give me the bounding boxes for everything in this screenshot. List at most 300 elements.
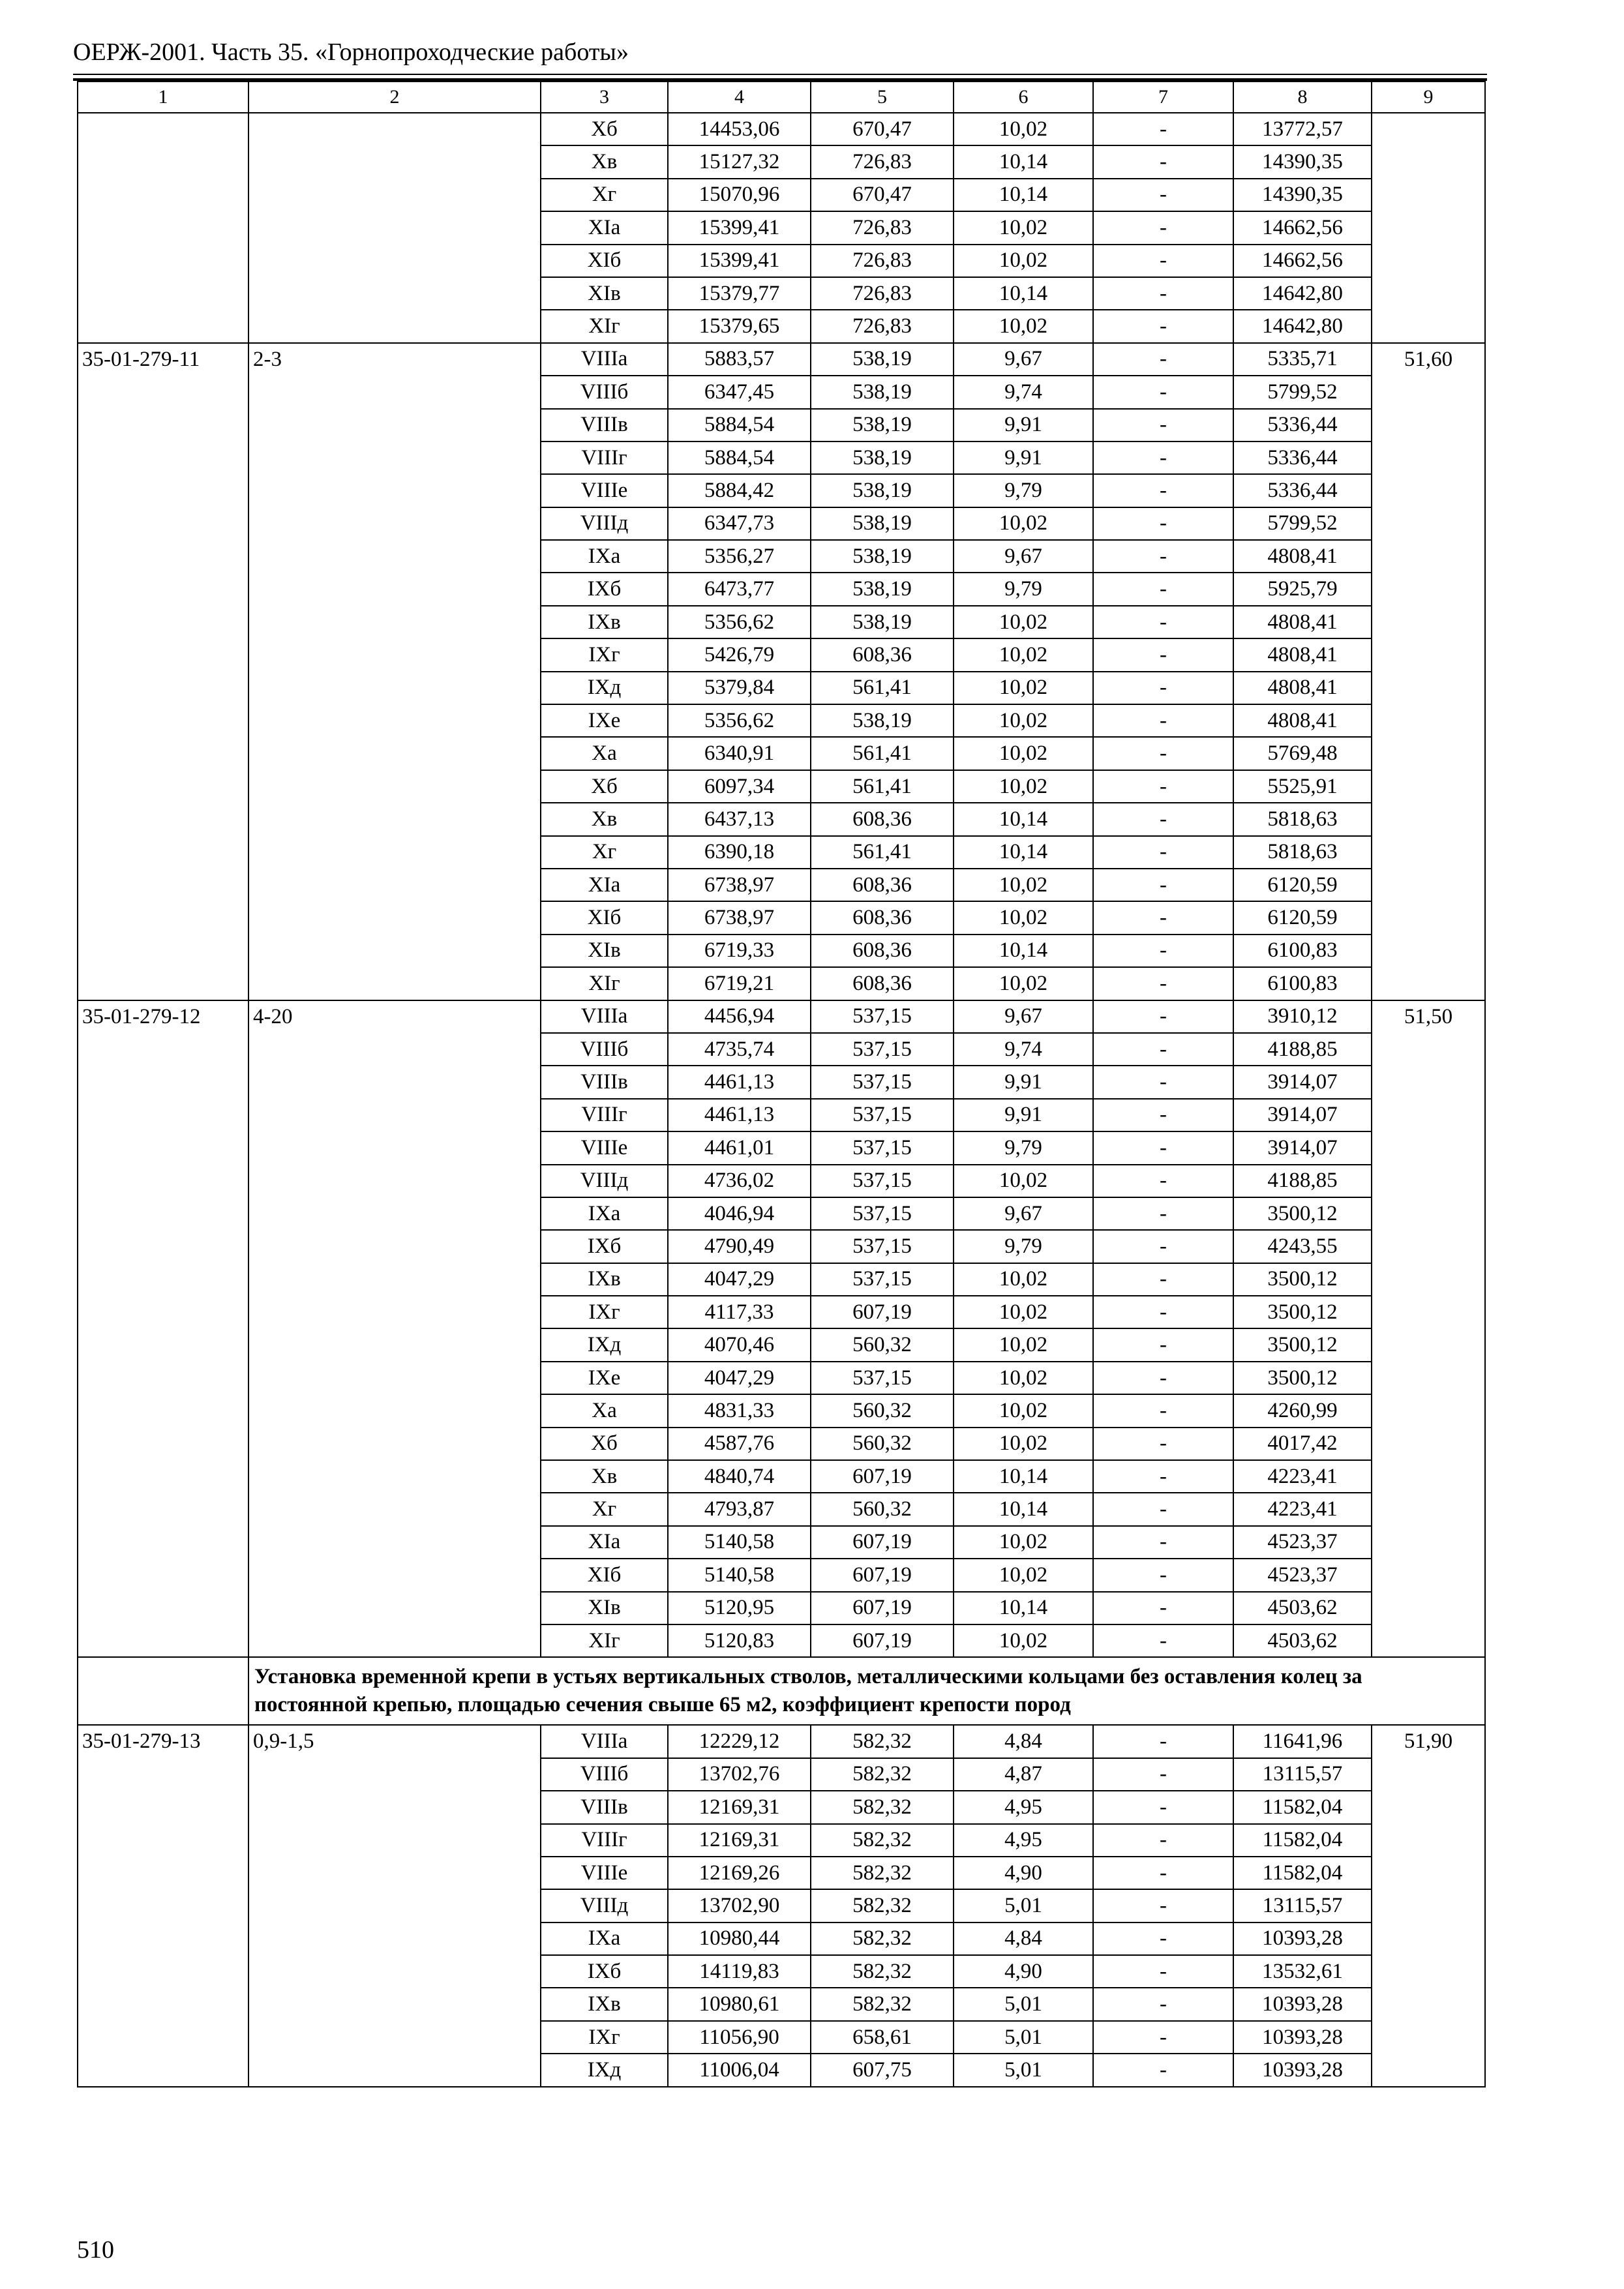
materials-cell: 4223,41: [1233, 1493, 1372, 1525]
total-cost-cell: 5426,79: [668, 638, 811, 671]
total-cost-cell: 6738,97: [668, 901, 811, 934]
support-type-cell: IХв: [541, 1988, 668, 2020]
total-cost-cell: 5140,58: [668, 1526, 811, 1559]
total-cost-cell: 4735,74: [668, 1033, 811, 1066]
materials-cell: 11582,04: [1233, 1824, 1372, 1857]
wages-cell: 560,32: [811, 1328, 954, 1361]
wages-cell: 582,32: [811, 1922, 954, 1955]
support-type-cell: VIIIб: [541, 1758, 668, 1791]
total-cost-cell: 4793,87: [668, 1493, 811, 1525]
support-type-cell: Хб: [541, 113, 668, 145]
drivers-wages-cell: -: [1093, 1955, 1233, 1988]
wages-cell: 582,32: [811, 1758, 954, 1791]
total-cost-cell: 4461,01: [668, 1131, 811, 1164]
table-row: [78, 1000, 1485, 1033]
wages-cell: 561,41: [811, 672, 954, 704]
materials-cell: 6120,59: [1233, 869, 1372, 901]
materials-cell: 3500,12: [1233, 1328, 1372, 1361]
support-type-cell: Хг: [541, 1493, 668, 1525]
wages-cell: 538,19: [811, 474, 954, 507]
drivers-wages-cell: -: [1093, 409, 1233, 441]
materials-cell: 14642,80: [1233, 310, 1372, 342]
wages-cell: 608,36: [811, 638, 954, 671]
drivers-wages-cell: -: [1093, 1889, 1233, 1922]
support-type-cell: ХIв: [541, 935, 668, 967]
support-type-cell: ХIб: [541, 1559, 668, 1591]
materials-cell: 5336,44: [1233, 409, 1372, 441]
rate-code-cell: 35-01-279-11: [78, 343, 248, 1000]
drivers-wages-cell: -: [1093, 1460, 1233, 1493]
support-type-cell: ХIг: [541, 967, 668, 1000]
machines-cell: 4,84: [954, 1922, 1093, 1955]
wages-cell: 537,15: [811, 1197, 954, 1230]
materials-cell: 3500,12: [1233, 1197, 1372, 1230]
drivers-wages-cell: -: [1093, 1066, 1233, 1098]
materials-cell: 3914,07: [1233, 1131, 1372, 1164]
column-number: 4: [668, 82, 811, 113]
total-cost-cell: 15379,65: [668, 310, 811, 342]
page-header: ОЕРЖ-2001. Часть 35. «Горнопроходческие работы»: [73, 38, 629, 66]
total-cost-cell: 6738,97: [668, 869, 811, 901]
materials-cell: 4243,55: [1233, 1230, 1372, 1263]
total-cost-cell: 6347,73: [668, 507, 811, 540]
machines-cell: 9,91: [954, 1066, 1093, 1098]
machines-cell: 9,74: [954, 1033, 1093, 1066]
labor-cost-cell: 51,60: [1372, 343, 1485, 1000]
total-cost-cell: 6437,13: [668, 803, 811, 835]
materials-cell: 3910,12: [1233, 1000, 1372, 1033]
wages-cell: 537,15: [811, 1066, 954, 1098]
support-type-cell: VIIIб: [541, 1033, 668, 1066]
drivers-wages-cell: -: [1093, 1758, 1233, 1791]
wages-cell: 560,32: [811, 1493, 954, 1525]
machines-cell: 9,91: [954, 409, 1093, 441]
wages-cell: 582,32: [811, 1791, 954, 1823]
total-cost-cell: 5356,27: [668, 540, 811, 573]
machines-cell: 10,02: [954, 1165, 1093, 1197]
wages-cell: 560,32: [811, 1394, 954, 1427]
drivers-wages-cell: -: [1093, 901, 1233, 934]
drivers-wages-cell: -: [1093, 1922, 1233, 1955]
rate-code-cell: [78, 113, 248, 343]
machines-cell: 9,79: [954, 1131, 1093, 1164]
support-type-cell: Хв: [541, 145, 668, 178]
total-cost-cell: 5120,95: [668, 1592, 811, 1624]
materials-cell: 4808,41: [1233, 672, 1372, 704]
wages-cell: 538,19: [811, 573, 954, 605]
total-cost-cell: 5884,42: [668, 474, 811, 507]
materials-cell: 4503,62: [1233, 1624, 1372, 1657]
machines-cell: 5,01: [954, 2021, 1093, 2054]
wages-cell: 538,19: [811, 507, 954, 540]
materials-cell: 3500,12: [1233, 1296, 1372, 1328]
support-type-cell: IХа: [541, 540, 668, 573]
total-cost-cell: 4831,33: [668, 1394, 811, 1427]
machines-cell: 9,79: [954, 1230, 1093, 1263]
rates-table: [77, 81, 1486, 2087]
machines-cell: 9,79: [954, 474, 1093, 507]
machines-cell: 4,95: [954, 1791, 1093, 1823]
support-type-cell: IХб: [541, 1955, 668, 1988]
machines-cell: 10,02: [954, 1559, 1093, 1591]
materials-cell: 4260,99: [1233, 1394, 1372, 1427]
header-rule-thin: [73, 74, 1487, 75]
drivers-wages-cell: -: [1093, 1725, 1233, 1758]
machines-cell: 10,02: [954, 310, 1093, 342]
materials-cell: 14662,56: [1233, 211, 1372, 244]
rock-hardness-cell: 4-20: [248, 1000, 541, 1658]
wages-cell: 726,83: [811, 310, 954, 342]
materials-cell: 5769,48: [1233, 737, 1372, 770]
machines-cell: 10,02: [954, 901, 1093, 934]
materials-cell: 5336,44: [1233, 441, 1372, 474]
total-cost-cell: 14119,83: [668, 1955, 811, 1988]
drivers-wages-cell: -: [1093, 1000, 1233, 1033]
wages-cell: 582,32: [811, 1824, 954, 1857]
section-spacer-cell: [78, 1657, 248, 1725]
total-cost-cell: 15399,41: [668, 211, 811, 244]
column-number: 9: [1372, 82, 1485, 113]
machines-cell: 10,02: [954, 1362, 1093, 1394]
support-type-cell: ХIв: [541, 277, 668, 310]
support-type-cell: IХе: [541, 1362, 668, 1394]
rock-hardness-cell: 0,9-1,5: [248, 1725, 541, 2086]
total-cost-cell: 6347,45: [668, 376, 811, 408]
drivers-wages-cell: -: [1093, 737, 1233, 770]
materials-cell: 14390,35: [1233, 145, 1372, 178]
wages-cell: 670,47: [811, 113, 954, 145]
wages-cell: 607,19: [811, 1526, 954, 1559]
support-type-cell: VIIIв: [541, 409, 668, 441]
drivers-wages-cell: -: [1093, 770, 1233, 803]
column-number: 2: [248, 82, 541, 113]
labor-cost-cell: 51,90: [1372, 1725, 1485, 2086]
drivers-wages-cell: -: [1093, 1857, 1233, 1889]
support-type-cell: ХIа: [541, 869, 668, 901]
machines-cell: 4,84: [954, 1725, 1093, 1758]
support-type-cell: Хг: [541, 179, 668, 211]
support-type-cell: Хб: [541, 770, 668, 803]
machines-cell: 9,67: [954, 1000, 1093, 1033]
machines-cell: 5,01: [954, 1988, 1093, 2020]
materials-cell: 4017,42: [1233, 1428, 1372, 1460]
drivers-wages-cell: -: [1093, 310, 1233, 342]
machines-cell: 10,02: [954, 1428, 1093, 1460]
drivers-wages-cell: -: [1093, 1263, 1233, 1296]
materials-cell: 3500,12: [1233, 1362, 1372, 1394]
drivers-wages-cell: -: [1093, 2054, 1233, 2086]
drivers-wages-cell: -: [1093, 1428, 1233, 1460]
materials-cell: 10393,28: [1233, 1922, 1372, 1955]
materials-cell: 5925,79: [1233, 573, 1372, 605]
materials-cell: 4503,62: [1233, 1592, 1372, 1624]
materials-cell: 10393,28: [1233, 2054, 1372, 2086]
support-type-cell: VIIIд: [541, 1165, 668, 1197]
support-type-cell: IХг: [541, 638, 668, 671]
support-type-cell: VIIIг: [541, 441, 668, 474]
total-cost-cell: 6097,34: [668, 770, 811, 803]
drivers-wages-cell: -: [1093, 1165, 1233, 1197]
total-cost-cell: 15399,41: [668, 245, 811, 277]
support-type-cell: IХг: [541, 1296, 668, 1328]
support-type-cell: IХг: [541, 2021, 668, 2054]
wages-cell: 538,19: [811, 409, 954, 441]
drivers-wages-cell: -: [1093, 179, 1233, 211]
total-cost-cell: 4070,46: [668, 1328, 811, 1361]
materials-cell: 4808,41: [1233, 638, 1372, 671]
support-type-cell: IХд: [541, 1328, 668, 1361]
drivers-wages-cell: -: [1093, 1394, 1233, 1427]
support-type-cell: VIIIд: [541, 1889, 668, 1922]
machines-cell: 10,14: [954, 277, 1093, 310]
drivers-wages-cell: -: [1093, 1131, 1233, 1164]
table-row: [78, 1725, 1485, 1758]
wages-cell: 582,32: [811, 1955, 954, 1988]
drivers-wages-cell: -: [1093, 1988, 1233, 2020]
column-number: 1: [78, 82, 248, 113]
wages-cell: 608,36: [811, 967, 954, 1000]
support-type-cell: VIIIв: [541, 1791, 668, 1823]
machines-cell: 10,02: [954, 1296, 1093, 1328]
drivers-wages-cell: -: [1093, 935, 1233, 967]
machines-cell: 10,02: [954, 507, 1093, 540]
drivers-wages-cell: -: [1093, 704, 1233, 737]
support-type-cell: ХIб: [541, 901, 668, 934]
drivers-wages-cell: -: [1093, 441, 1233, 474]
materials-cell: 10393,28: [1233, 1988, 1372, 2020]
materials-cell: 6120,59: [1233, 901, 1372, 934]
wages-cell: 726,83: [811, 145, 954, 178]
machines-cell: 10,02: [954, 1328, 1093, 1361]
machines-cell: 10,02: [954, 770, 1093, 803]
wages-cell: 608,36: [811, 901, 954, 934]
drivers-wages-cell: -: [1093, 1493, 1233, 1525]
support-type-cell: VIIIе: [541, 1857, 668, 1889]
machines-cell: 9,67: [954, 540, 1093, 573]
drivers-wages-cell: -: [1093, 507, 1233, 540]
drivers-wages-cell: -: [1093, 967, 1233, 1000]
machines-cell: 10,02: [954, 245, 1093, 277]
machines-cell: 4,95: [954, 1824, 1093, 1857]
rates-table-body: [78, 82, 1485, 2087]
wages-cell: 582,32: [811, 1725, 954, 1758]
total-cost-cell: 6473,77: [668, 573, 811, 605]
materials-cell: 5818,63: [1233, 803, 1372, 835]
total-cost-cell: 15127,32: [668, 145, 811, 178]
materials-cell: 4223,41: [1233, 1460, 1372, 1493]
support-type-cell: VIIIд: [541, 507, 668, 540]
wages-cell: 608,36: [811, 935, 954, 967]
rock-hardness-cell: [248, 113, 541, 343]
machines-cell: 10,02: [954, 211, 1093, 244]
machines-cell: 10,14: [954, 1592, 1093, 1624]
drivers-wages-cell: -: [1093, 211, 1233, 244]
wages-cell: 537,15: [811, 1263, 954, 1296]
total-cost-cell: 6719,21: [668, 967, 811, 1000]
drivers-wages-cell: -: [1093, 1230, 1233, 1263]
support-type-cell: Хв: [541, 803, 668, 835]
machines-cell: 5,01: [954, 1889, 1093, 1922]
drivers-wages-cell: -: [1093, 2021, 1233, 2054]
support-type-cell: VIIIе: [541, 474, 668, 507]
drivers-wages-cell: -: [1093, 1624, 1233, 1657]
machines-cell: 4,90: [954, 1955, 1093, 1988]
support-type-cell: ХIа: [541, 1526, 668, 1559]
wages-cell: 726,83: [811, 277, 954, 310]
rock-hardness-cell: 2-3: [248, 343, 541, 1000]
materials-cell: 5818,63: [1233, 836, 1372, 869]
total-cost-cell: 10980,44: [668, 1922, 811, 1955]
support-type-cell: VIIIе: [541, 1131, 668, 1164]
machines-cell: 4,90: [954, 1857, 1093, 1889]
support-type-cell: IХе: [541, 704, 668, 737]
materials-cell: 13532,61: [1233, 1955, 1372, 1988]
materials-cell: 11641,96: [1233, 1725, 1372, 1758]
machines-cell: 10,14: [954, 1493, 1093, 1525]
total-cost-cell: 12169,26: [668, 1857, 811, 1889]
support-type-cell: VIIIа: [541, 1000, 668, 1033]
total-cost-cell: 4456,94: [668, 1000, 811, 1033]
wages-cell: 607,19: [811, 1460, 954, 1493]
drivers-wages-cell: -: [1093, 573, 1233, 605]
drivers-wages-cell: -: [1093, 1791, 1233, 1823]
wages-cell: 582,32: [811, 1857, 954, 1889]
drivers-wages-cell: -: [1093, 672, 1233, 704]
total-cost-cell: 10980,61: [668, 1988, 811, 2020]
machines-cell: 10,14: [954, 1460, 1093, 1493]
support-type-cell: VIIIа: [541, 343, 668, 376]
total-cost-cell: 4047,29: [668, 1263, 811, 1296]
page-number: 510: [77, 2236, 114, 2264]
support-type-cell: ХIб: [541, 245, 668, 277]
machines-cell: 10,02: [954, 1624, 1093, 1657]
total-cost-cell: 15379,77: [668, 277, 811, 310]
support-type-cell: VIIIг: [541, 1099, 668, 1131]
materials-cell: 11582,04: [1233, 1791, 1372, 1823]
materials-cell: 5525,91: [1233, 770, 1372, 803]
wages-cell: 561,41: [811, 770, 954, 803]
materials-cell: 14662,56: [1233, 245, 1372, 277]
materials-cell: 5799,52: [1233, 376, 1372, 408]
total-cost-cell: 14453,06: [668, 113, 811, 145]
materials-cell: 14390,35: [1233, 179, 1372, 211]
wages-cell: 726,83: [811, 245, 954, 277]
column-number: 7: [1093, 82, 1233, 113]
support-type-cell: IХа: [541, 1922, 668, 1955]
machines-cell: 9,91: [954, 441, 1093, 474]
total-cost-cell: 11056,90: [668, 2021, 811, 2054]
materials-cell: 14642,80: [1233, 277, 1372, 310]
labor-cost-cell: 51,50: [1372, 1000, 1485, 1658]
support-type-cell: VIIIв: [541, 1066, 668, 1098]
machines-cell: 10,02: [954, 1526, 1093, 1559]
materials-cell: 3914,07: [1233, 1066, 1372, 1098]
materials-cell: 3500,12: [1233, 1263, 1372, 1296]
rate-code-cell: 35-01-279-12: [78, 1000, 248, 1658]
drivers-wages-cell: -: [1093, 474, 1233, 507]
machines-cell: 9,74: [954, 376, 1093, 408]
wages-cell: 607,19: [811, 1624, 954, 1657]
drivers-wages-cell: -: [1093, 1526, 1233, 1559]
support-type-cell: Хб: [541, 1428, 668, 1460]
materials-cell: 3914,07: [1233, 1099, 1372, 1131]
wages-cell: 582,32: [811, 1889, 954, 1922]
column-number: 6: [954, 82, 1093, 113]
total-cost-cell: 6340,91: [668, 737, 811, 770]
total-cost-cell: 5379,84: [668, 672, 811, 704]
total-cost-cell: 4840,74: [668, 1460, 811, 1493]
materials-cell: 13115,57: [1233, 1758, 1372, 1791]
support-type-cell: VIIIа: [541, 1725, 668, 1758]
total-cost-cell: 4736,02: [668, 1165, 811, 1197]
total-cost-cell: 5140,58: [668, 1559, 811, 1591]
wages-cell: 538,19: [811, 376, 954, 408]
wages-cell: 582,32: [811, 1988, 954, 2020]
wages-cell: 537,15: [811, 1033, 954, 1066]
machines-cell: 5,01: [954, 2054, 1093, 2086]
materials-cell: 13772,57: [1233, 113, 1372, 145]
wages-cell: 538,19: [811, 540, 954, 573]
support-type-cell: IХв: [541, 606, 668, 638]
drivers-wages-cell: -: [1093, 113, 1233, 145]
machines-cell: 10,02: [954, 704, 1093, 737]
column-number-row: [78, 82, 1485, 113]
total-cost-cell: 5884,54: [668, 409, 811, 441]
wages-cell: 538,19: [811, 704, 954, 737]
drivers-wages-cell: -: [1093, 277, 1233, 310]
wages-cell: 538,19: [811, 441, 954, 474]
materials-cell: 10393,28: [1233, 2021, 1372, 2054]
wages-cell: 538,19: [811, 343, 954, 376]
drivers-wages-cell: -: [1093, 803, 1233, 835]
wages-cell: 538,19: [811, 606, 954, 638]
drivers-wages-cell: -: [1093, 1559, 1233, 1591]
support-type-cell: VIIIб: [541, 376, 668, 408]
support-type-cell: Ха: [541, 1394, 668, 1427]
support-type-cell: IХд: [541, 2054, 668, 2086]
machines-cell: 9,67: [954, 1197, 1093, 1230]
machines-cell: 10,02: [954, 737, 1093, 770]
machines-cell: 10,14: [954, 179, 1093, 211]
machines-cell: 10,14: [954, 836, 1093, 869]
wages-cell: 658,61: [811, 2021, 954, 2054]
wages-cell: 561,41: [811, 737, 954, 770]
support-type-cell: IХб: [541, 573, 668, 605]
materials-cell: 5799,52: [1233, 507, 1372, 540]
drivers-wages-cell: -: [1093, 1824, 1233, 1857]
support-type-cell: Ха: [541, 737, 668, 770]
total-cost-cell: 13702,90: [668, 1889, 811, 1922]
total-cost-cell: 12229,12: [668, 1725, 811, 1758]
machines-cell: 10,02: [954, 967, 1093, 1000]
wages-cell: 607,19: [811, 1296, 954, 1328]
support-type-cell: IХа: [541, 1197, 668, 1230]
wages-cell: 726,83: [811, 211, 954, 244]
materials-cell: 4188,85: [1233, 1165, 1372, 1197]
machines-cell: 10,02: [954, 113, 1093, 145]
wages-cell: 537,15: [811, 1230, 954, 1263]
support-type-cell: ХIг: [541, 1624, 668, 1657]
support-type-cell: IХв: [541, 1263, 668, 1296]
materials-cell: 6100,83: [1233, 935, 1372, 967]
materials-cell: 5335,71: [1233, 343, 1372, 376]
materials-cell: 4808,41: [1233, 606, 1372, 638]
drivers-wages-cell: -: [1093, 343, 1233, 376]
rate-code-cell: 35-01-279-13: [78, 1725, 248, 2086]
drivers-wages-cell: -: [1093, 376, 1233, 408]
drivers-wages-cell: -: [1093, 1362, 1233, 1394]
support-type-cell: Хв: [541, 1460, 668, 1493]
